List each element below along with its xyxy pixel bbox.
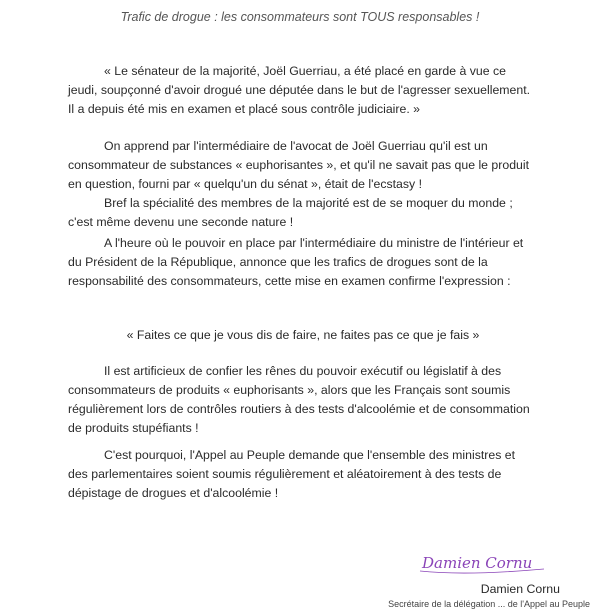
document-title: Trafic de drogue : les consommateurs sont TOUS responsables ! (120, 10, 480, 24)
quote-line: « Faites ce que je vous dis de faire, ne faites pas ce que je fais » (126, 328, 480, 342)
paragraph-2-block (68, 137, 538, 232)
quote-block (68, 326, 538, 345)
paragraph-6: Il est artificieux de confier les rênes du pouvoir exécutif ou législatif à des consommateurs de produits « euphorisants », alors que les Français sont soumis régulièrement lors de contrôles routiers à des tests d'alcoolémie et de consommation de produits stupéfiants ! (68, 364, 530, 435)
paragraph-1: « Le sénateur de la majorité, Joël Guerriau, a été placé en garde à vue ce jeudi, soupçonné d'avoir drogué une députée dans le but de l'agresser sexuellement. Il a depuis été mis en examen et placé sous contrôle judiciaire. » (68, 64, 531, 116)
paragraph-3: Bref la spécialité des membres de la majorité est de se moquer du monde ; c'est même devenu une seconde nature ! (68, 196, 513, 229)
paragraph-4: A l'heure où le pouvoir en place par l'intermédiaire du ministre de l'intérieur et du Président de la République, annonce que les trafics de drogues sont de la responsabilité des consommateurs, cette mise en examen confirme l'expression : (68, 236, 524, 288)
paragraph-1-block (68, 62, 538, 119)
paragraph-7-block (68, 446, 538, 503)
paragraph-4-block (68, 234, 538, 291)
signature-script-text: Damien Cornu (422, 554, 533, 572)
paragraph-7: C'est pourquoi, l'Appel au Peuple demande que l'ensemble des ministres et des parlementaires soient soumis régulièrement et aléatoirement à des tests de dépistage de drogues et d'alcoolémie ! (68, 448, 516, 500)
handwritten-signature (418, 548, 548, 576)
paragraph-2: On apprend par l'intermédiaire de l'avocat de Joël Guerriau qu'il est un consommateur de substances « euphorisantes », et qu'il ne savait pas que le produit en question, fourni par « quelqu'un du sénat », était de l'ecstasy ! (68, 139, 530, 191)
paragraph-6-block (68, 362, 538, 438)
signature-role: Secrétaire de la délégation ... de l'Appel au Peuple (388, 599, 590, 609)
signature-name: Damien Cornu (480, 582, 560, 596)
